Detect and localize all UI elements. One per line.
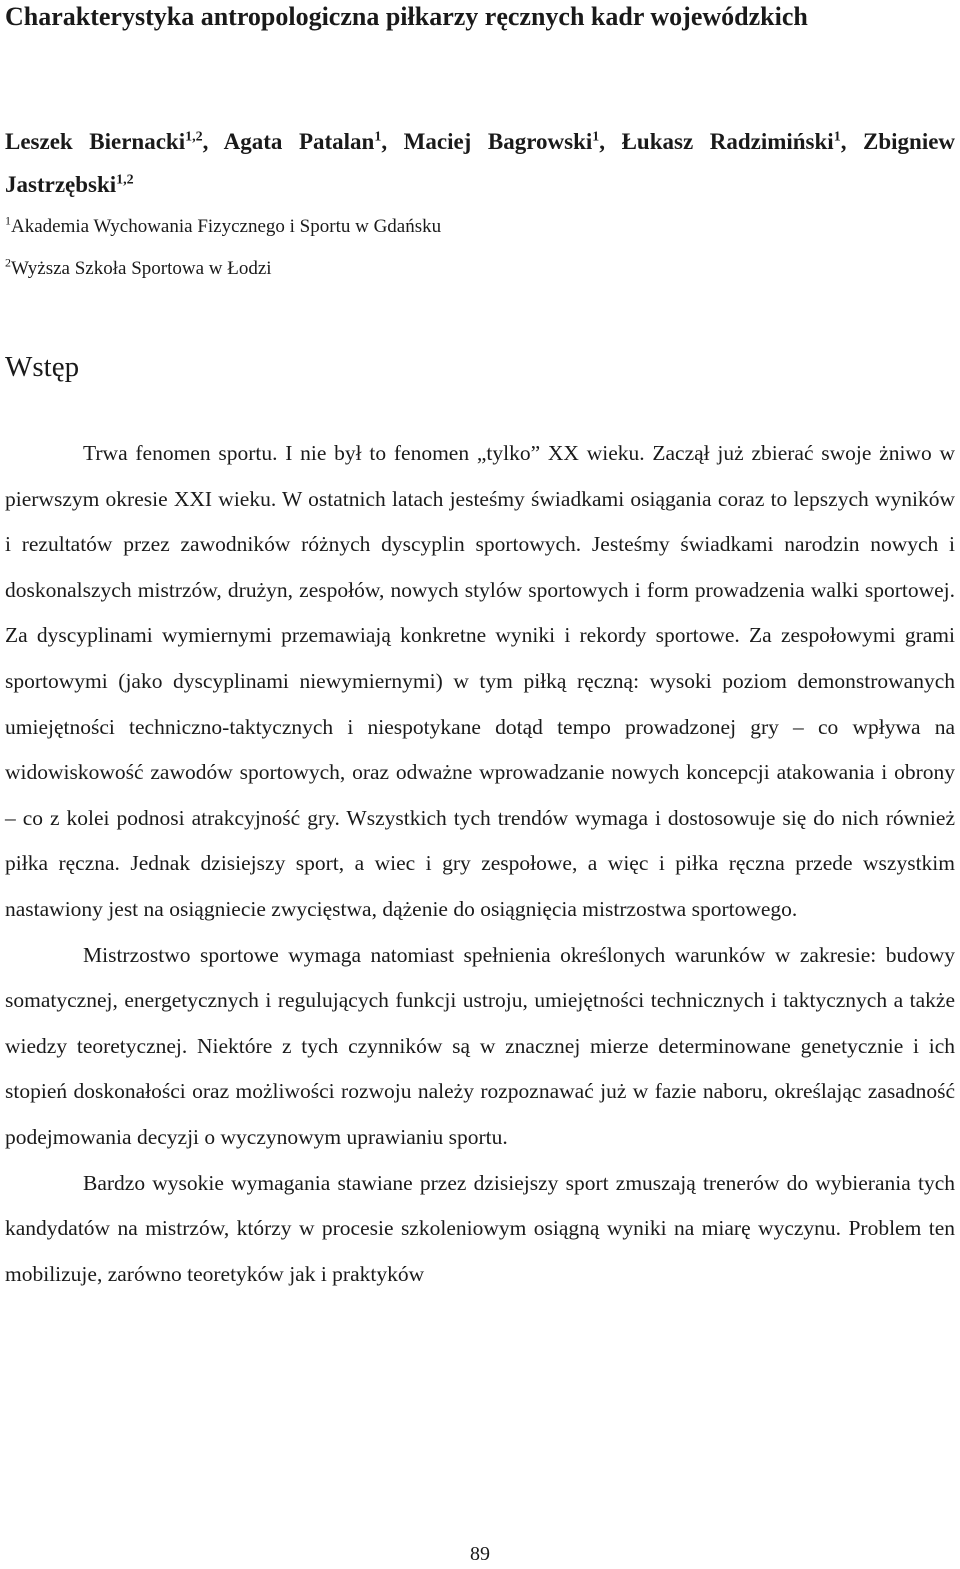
body-text [5, 431, 955, 1297]
author-name: Maciej Bagrowski [403, 129, 593, 154]
paragraph: Trwa fenomen sportu. I nie był to fenomen „tylko” XX wieku. Zaczął już zbierać swoje żniwo w pierwszym okresie XXI wieku. W ostatnich latach jesteśmy świadkami osiągania coraz to lepszych wyników i rezultatów przez zawodników różnych dyscyplin sportowych. Jesteśmy świadkami narodzin nowych i doskonalszych mistrzów, drużyn, zespołów, nowych stylów sportowych i form prowadzenia walki sportowej. Za dyscyplinami wymiernymi przemawiają konkretne wyniki i rekordy sportowe. Za zespołowymi grami sportowymi (jako dyscyplinami niewymiernymi) w tym piłką ręczną: wysoki poziom demonstrowanych umiejętności techniczno-taktycznych i niespotykane dotąd tempo prowadzonej gry – co wpływa na widowiskowość zawodów sportowych, oraz odważne wprowadzanie nowych koncepcji atakowania i obrony – co z kolei podnosi atrakcyjność gry. Wszystkich tych trendów wymaga i dostosowuje się do nich również piłka ręczna. Jednak dzisiejszy sport, a wiec i gry zespołowe, a więc i piłka ręczna przede wszystkim nastawiony jest na osiągniecie zwycięstwa, dążenie do osiągnięcia mistrzostwa sportowego. [5, 441, 955, 921]
affiliation [5, 215, 905, 239]
author-separator: , [840, 129, 863, 154]
page-number: 89 [470, 1543, 490, 1565]
affiliation-text: Akademia Wychowania Fizycznego i Sportu w Gdańsku [11, 216, 442, 237]
author-name: Leszek Biernacki [5, 129, 186, 154]
author-separator: , [202, 129, 224, 154]
author-affiliation-mark: 1 [833, 129, 841, 145]
affiliation-mark: 2 [5, 255, 11, 270]
author-affiliation-mark: 1,2 [116, 172, 134, 188]
author-separator: , [599, 129, 622, 154]
affiliation [5, 257, 905, 281]
author-name: Łukasz Radzimiński [621, 129, 834, 154]
author-affiliation-mark: 1,2 [185, 129, 203, 145]
affiliation-text: Wyższa Szkoła Sportowa w Łodzi [11, 258, 272, 279]
author-separator: , [381, 129, 404, 154]
paragraph: Mistrzostwo sportowe wymaga natomiast spełnienia określonych warunków w zakresie: budowy somatycznej, energetycznych i regulujących funkcji ustroju, umiejętności technicznych i taktycznych a także wiedzy teoretycznej. Niektóre z tych czynników są w znacznej mierze determinowane genetycznie i ich stopień doskonałości oraz możliwości rozwoju należy rozpoznawać już w fazie naboru, określając zasadność podejmowania decyzji o wyczynowym uprawianiu sportu. [5, 942, 955, 1149]
section-heading: Wstęp [5, 351, 80, 383]
paper-title: Charakterystyka antropologiczna piłkarzy ręcznych kadr wojewódzkich [5, 2, 808, 31]
author-affiliation-mark: 1 [374, 129, 382, 145]
author-name: Zbigniew Jastrzębski [5, 129, 956, 197]
affiliation-mark: 1 [5, 213, 11, 228]
author-name: Agata Patalan [223, 129, 375, 154]
author-list [5, 120, 955, 206]
author-affiliation-mark: 1 [592, 129, 600, 145]
paragraph: Bardzo wysokie wymagania stawiane przez dzisiejszy sport zmuszają trenerów do wybierania tych kandydatów na mistrzów, którzy w procesie szkoleniowym osiągną wyniki na miarę wyczynu. Problem ten mobilizuje, zarówno teoretyków jak i praktyków [5, 1170, 955, 1286]
